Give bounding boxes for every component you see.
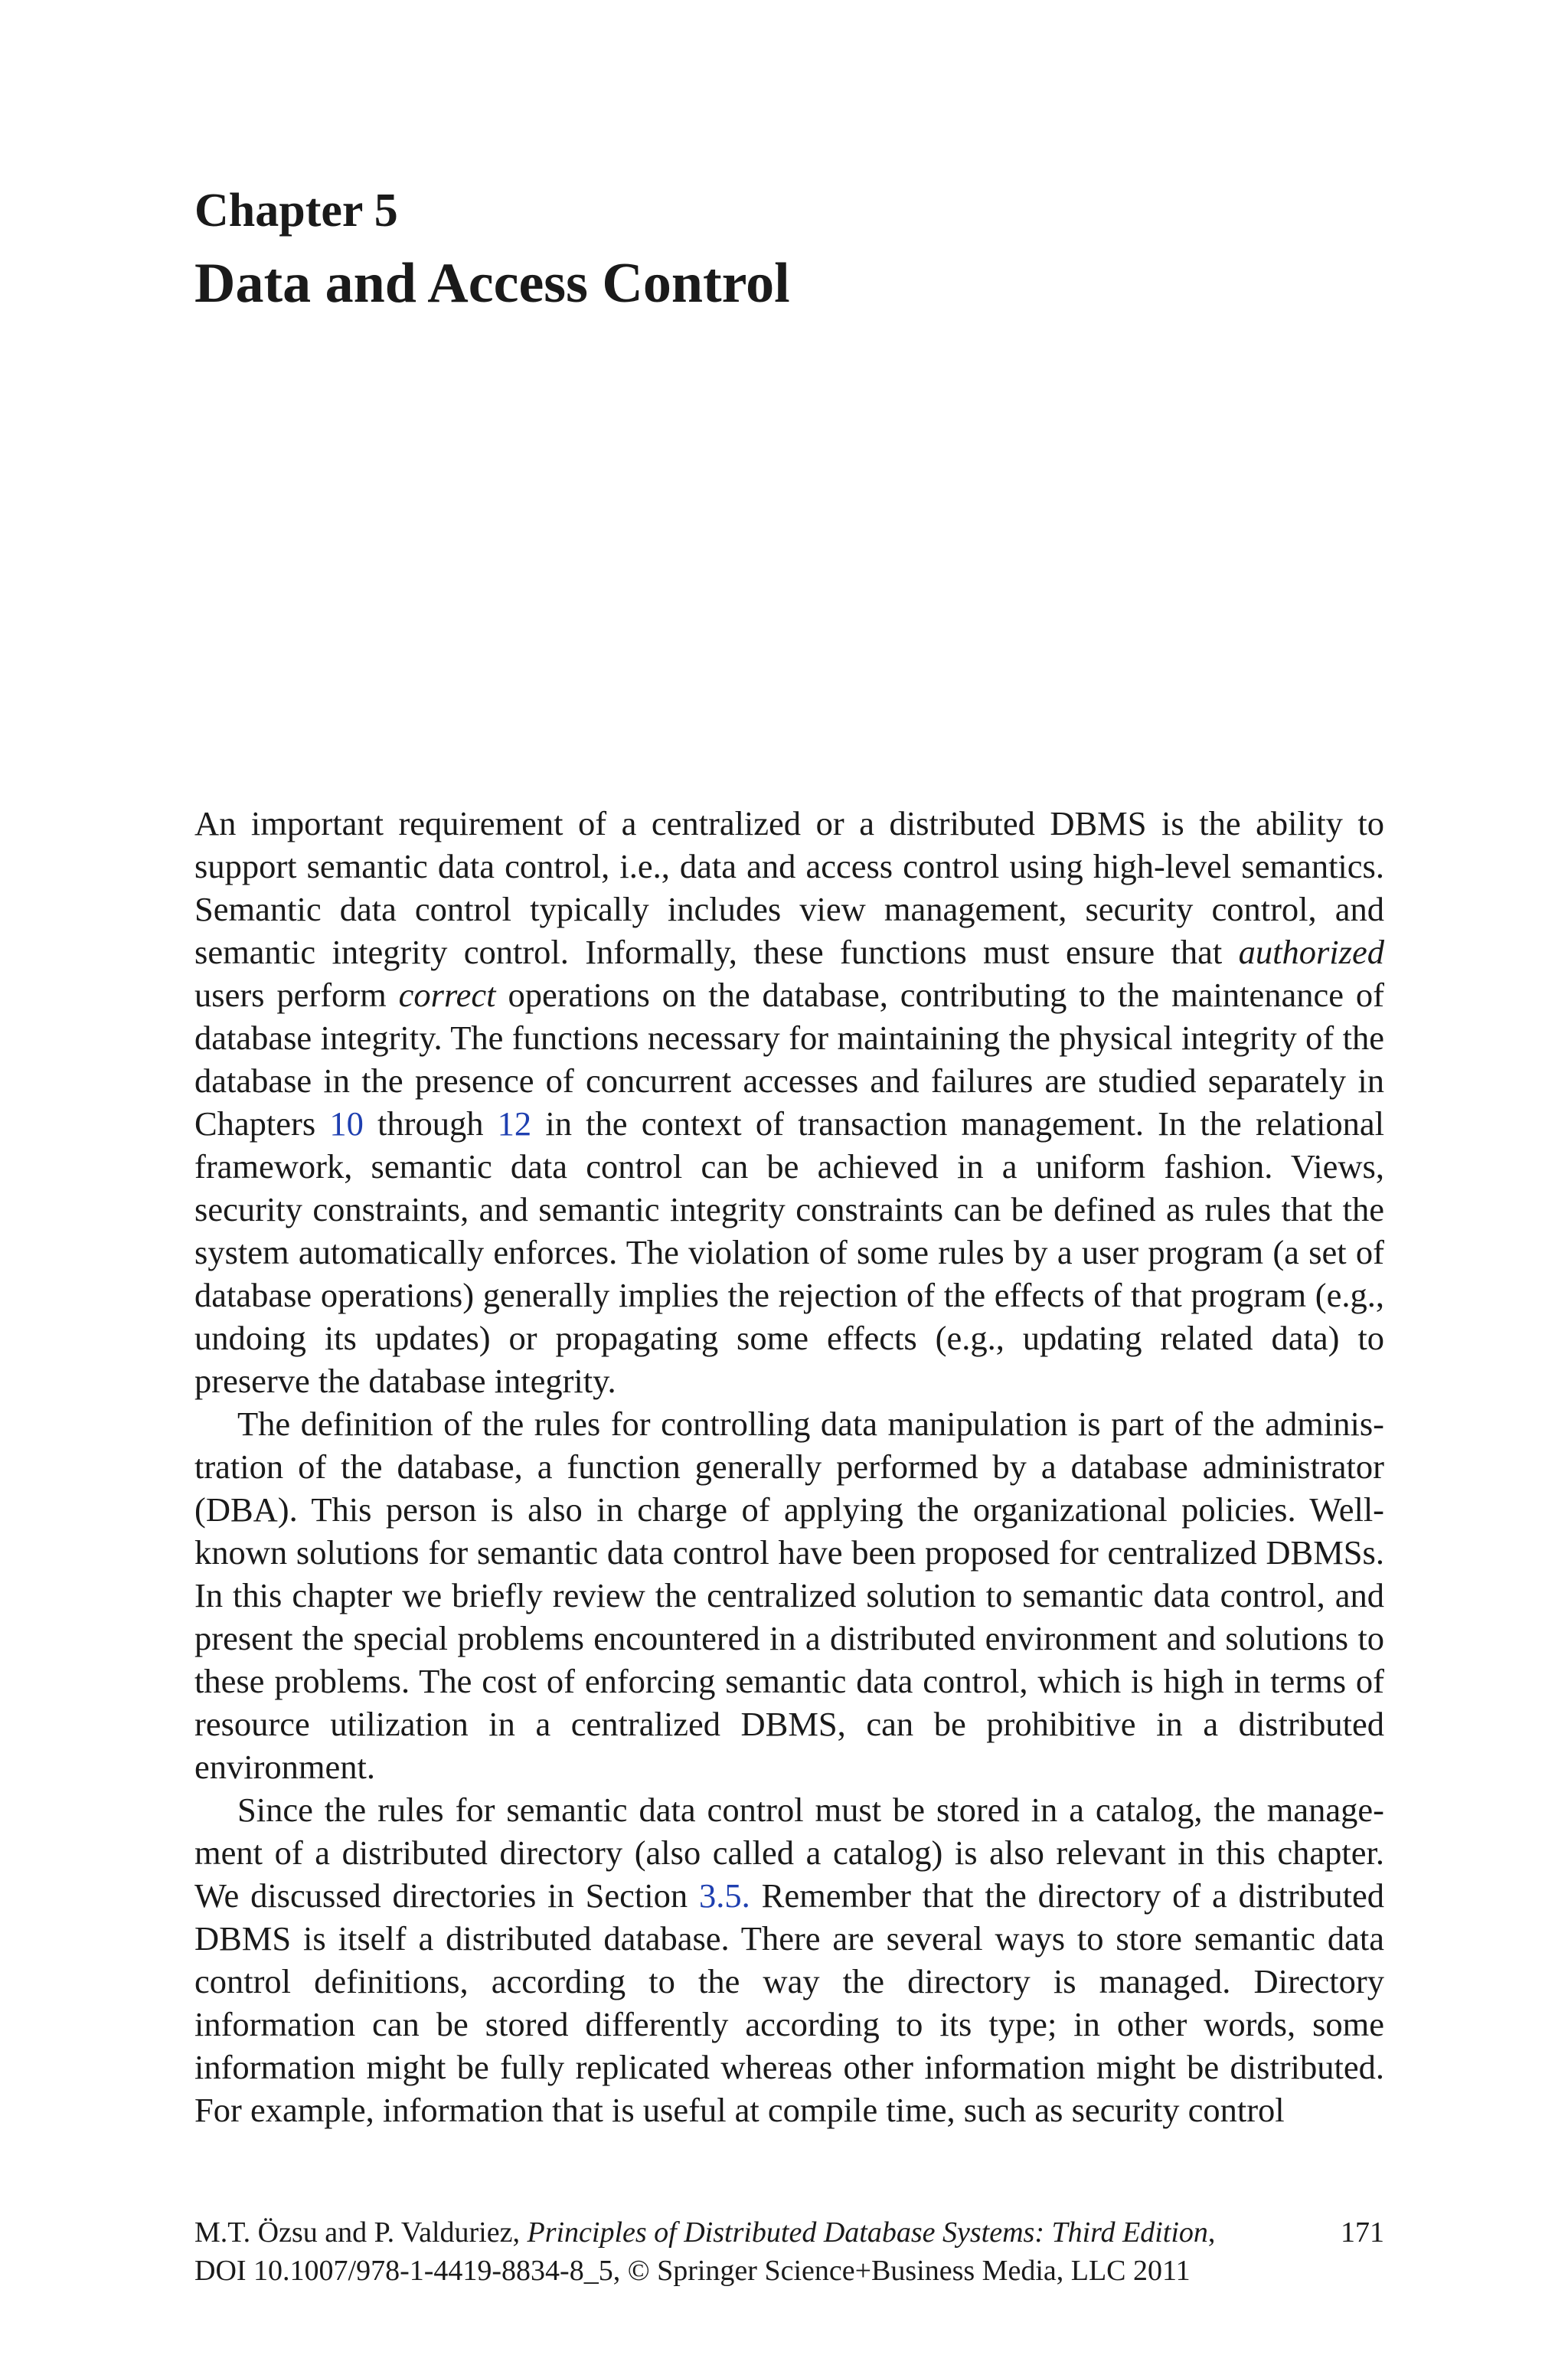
footer-book-title: Principles of Distributed Database Systems: Third Edition [527, 2216, 1208, 2249]
emphasis-authorized: authorized [1238, 933, 1384, 971]
paragraph-1-text-e: in the context of transaction management. In the relational framework, semantic data control can be achieved in a uniform fashion. Views, security constraints, and semantic integrity constraints can be defined as rules that the system automatically enforces. The violation of some rules by a user program (a set of database operations) generally implies the rejection of the effects of that program (e.g., undoing its updates) or propagating some effects (e.g., updating related data) to preserve the database integrity. [194, 1104, 1384, 1400]
body-text [194, 802, 1384, 2131]
paragraph-1-text-c: operations on the database, contributing to the maintenance of database integrity. The functions necessary for maintaining the physical integrity of the database in the presence of concurrent accesses and failures are studied separately in Chapters [194, 976, 1384, 1143]
emphasis-correct: correct [398, 976, 496, 1014]
paragraph-1-text-a: An important requirement of a centralized or a distributed DBMS is the ability to support semantic data control, i.e., data and access control using high-level semantics. Semantic data control typically includes view management, security control, and semantic integrity control. Informally, these functions must ensure that [194, 804, 1384, 971]
chapter-12-link[interactable]: 12 [497, 1104, 532, 1143]
footer-citation-line [194, 2213, 1384, 2252]
footer-authors: M.T. Özsu and P. Valduriez, [194, 2216, 528, 2249]
chapter-title: Data and Access Control [194, 252, 790, 315]
paragraph-3-text-a: Since the rules for semantic data control must be stored in a catalog, the management of a distributed directory (also called a catalog) is also relevant in this chapter. We discussed directories in Section [194, 1791, 1384, 1915]
chapter-10-link[interactable]: 10 [329, 1104, 364, 1143]
paragraph-1-text-d: through [363, 1104, 498, 1143]
chapter-label: Chapter 5 [194, 185, 398, 237]
paragraph-3-text-b: Remember that the directory of a distributed DBMS is itself a distributed database. There are several ways to store semantic data control definitions, according to the way the directory is managed. Directory information can be stored differently according to its type; in other words, some information might be fully replicated whereas other information might be distributed. For example, information that is useful at compile time, such as security control [194, 1876, 1384, 2129]
footer-comma: , [1207, 2216, 1216, 2249]
paragraph-1 [194, 802, 1384, 1402]
paragraph-1-text-b: users perform [194, 976, 399, 1014]
footer [194, 2213, 1384, 2290]
footer-doi-line: DOI 10.1007/978-1-4419-8834-8_5, © Springer Science+Business Media, LLC 2011 [194, 2255, 1191, 2287]
section-3-5-link[interactable]: 3.5. [699, 1876, 750, 1915]
paragraph-2: The definition of the rules for controlling data manipulation is part of the administration of the database, a function generally performed by a database administrator (DBA). This person is also in charge of applying the organizational policies. Well-known solutions for semantic data control have been proposed for centralized DBMSs. In this chapter we briefly review the centralized solution to semantic data control, and present the special problems encountered in a distributed environment and solutions to these problems. The cost of enforcing semantic data control, which is high in terms of resource utilization in a centralized DBMS, can be prohibitive in a distributed environment. [194, 1405, 1384, 1786]
paragraph-3 [194, 1788, 1384, 2131]
page-number: 171 [1341, 2216, 1384, 2249]
